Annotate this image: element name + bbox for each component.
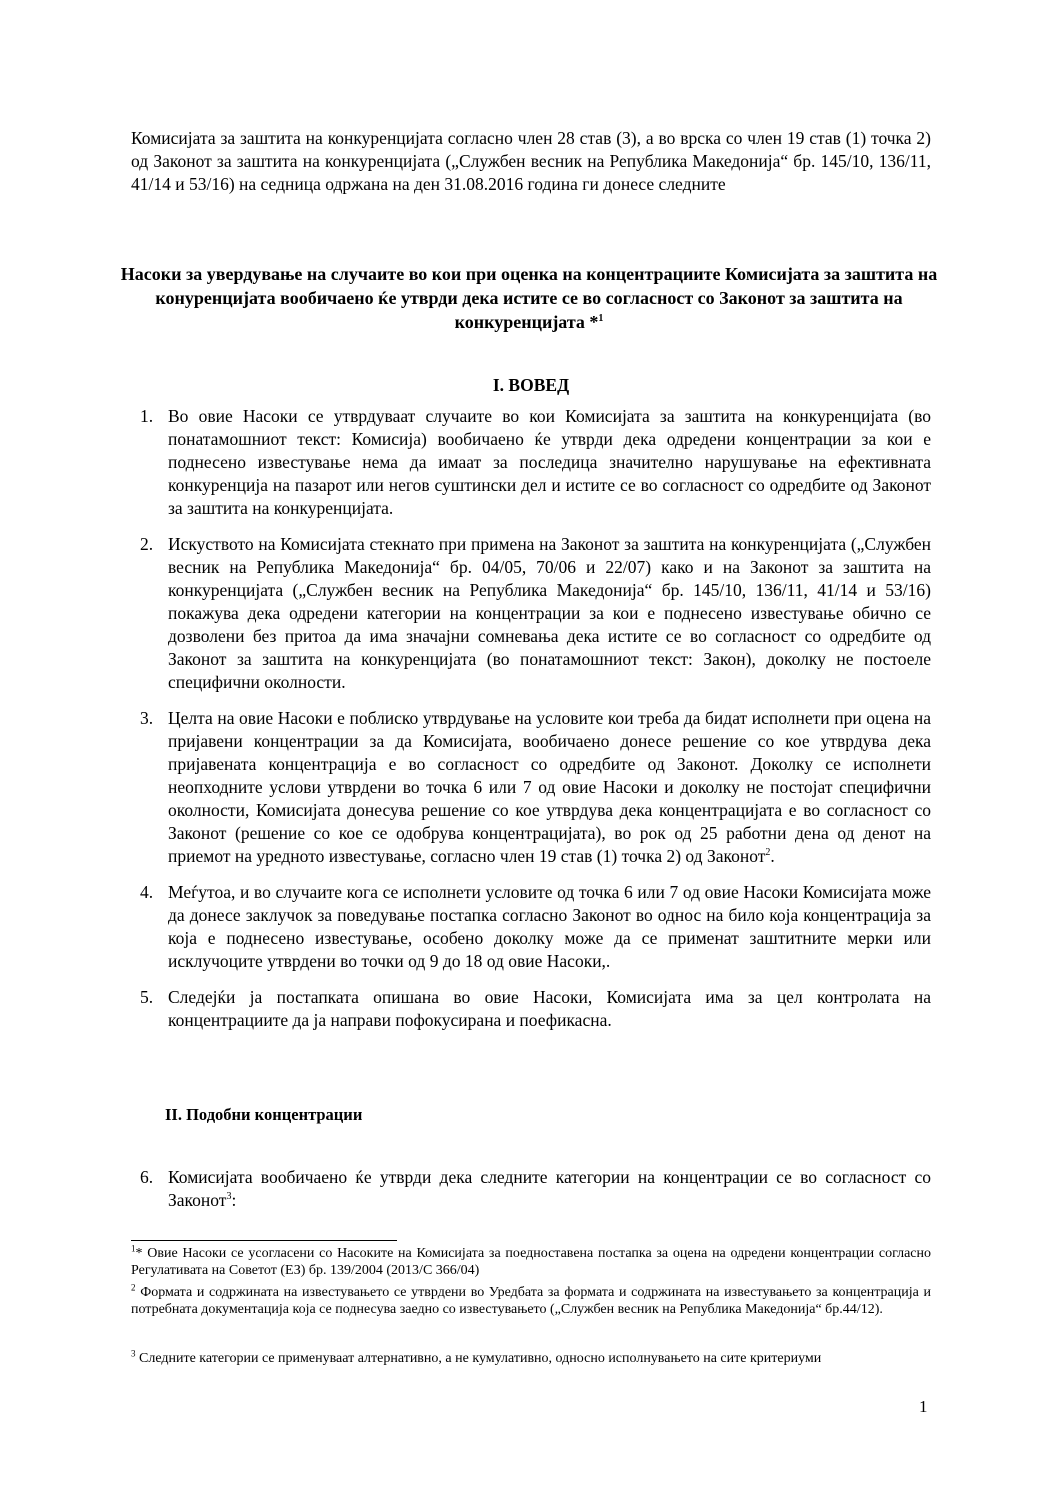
list-item bbox=[131, 986, 931, 1032]
footnote-text: Следните категории се применуваат алтернативно, а не кумулативно, односно исполнувањето на сите критериуми bbox=[139, 1351, 822, 1366]
item-text: Меѓутоа, и во случаите кога се исполнети условите од точка 6 или 7 од овие Насоки Комисијата може да донесе заклучок за поведување постапка согласно Законот во однос на било која концентрација за која е поднесено известување, особено доколку може да се применат заштитните мерки или исклучоците утврдени во точки од 9 до 18 од овие Насоки,. bbox=[168, 882, 931, 971]
item-text: Искуството на Комисијата стекнато при примена на Законот за заштита на конкуренцијата („Службен весник на Република Македонија“ бр. 04/05, 70/06 и 22/07) како и на Законот за заштита на конкуренцијата („Службен весник на Република Македонија“ бр. 145/10, 136/11, 41/14 и 53/16) покажува дека одредени категории на концентрации за кои е поднесено известување обично се дозволени без притоа да има значајни сомневања дека истите се во согласност со одредбите од Законот за заштита на конкуренцијата (во понатамошниот текст: Закон), доколку не постоеле специфични околности. bbox=[168, 534, 931, 692]
footnote-ref: 2 bbox=[131, 1282, 136, 1293]
intro-paragraph: Комисијата за заштита на конкуренцијата согласно член 28 став (3), а во врска со член 19 став (1) точка 2) од Законот за заштита на конкуренцијата („Службен весник на Република Македонија“ бр. 145/10, 136/11, 41/14 и 53/16) на седница одржана на ден 31.08.2016 година ги донесе следните bbox=[131, 128, 931, 194]
page-number: 1 bbox=[919, 1397, 928, 1416]
footnote-1 bbox=[131, 1245, 931, 1279]
item-text: Целта на овие Насоки е поблиско утврдување на условите кои треба да бидат исполнети при оцена на пријавени концентрации за да Комисијата, вообичаено донесе решение со кое утврдува дека пријавената концентрација е во согласност со одредбите од Законот. Доколку се исполнети неопходните услови утврдени во точка 6 или 7 од овие Насоки и доколку не постојат специфични околности, Комисијата донесува решение со кое утврдува дека концентрацијата е во согласност со Законот (решение со кое се одобрува концентрацијата), во рок од 25 работни дена од денот на приемот на уредното известување, согласно член 19 став (1) точка 2) од Законот bbox=[168, 708, 931, 866]
list-item bbox=[131, 707, 931, 868]
item-footnote-ref: 3 bbox=[226, 1191, 232, 1203]
item-number: 2. bbox=[140, 534, 154, 554]
list-item bbox=[131, 881, 931, 973]
item-text: Комисијата вообичаено ќе утврди дека следните категории на концентрации се во согласност со Законот bbox=[168, 1167, 931, 1210]
item-text: Во овие Насоки се утврдуваат случаите во кои Комисијата за заштита на конкуренцијата (во понатамошниот текст: Комисија) вообичаено ќе утврди дека одредени концентрации за кои е поднесено известување нема да имаат за последица значително нарушување на ефективната конкуренција на пазарот или негов суштински дел и истите се во согласност со одредбите од Законот за заштита на конкуренцијата. bbox=[168, 406, 931, 518]
section-heading-eligible-concentrations: II. Подобни концентрации bbox=[165, 1105, 363, 1124]
item-text-wrapper bbox=[168, 707, 931, 868]
footnote-2 bbox=[131, 1284, 931, 1318]
item-text: Следејќи ја постапката опишана во овие Насоки, Комисијата има за цел контролата на концентрациите да ја направи пофокусирана и поефикасна. bbox=[168, 987, 931, 1030]
item-footnote-ref: 2 bbox=[765, 847, 771, 859]
list-item bbox=[131, 533, 931, 694]
footnote-ref: 3 bbox=[131, 1348, 136, 1359]
list-item bbox=[131, 1166, 931, 1212]
item-text-tail: . bbox=[770, 846, 775, 866]
footnote-text: Овие Насоки се усогласени со Насоките на Комисијата за поедноставена постапка за оцена на одредени концентрации согласно Регулативата на Советот (ЕЗ) бр. 139/2004 (2013/С 366/04) bbox=[131, 1246, 932, 1278]
section-heading-introduction: I. ВОВЕД bbox=[492, 375, 570, 395]
introduction-list bbox=[131, 405, 931, 1045]
item-number: 6. bbox=[140, 1167, 154, 1187]
list-item bbox=[131, 405, 931, 520]
item-text-tail: : bbox=[231, 1190, 237, 1210]
item-text-wrapper bbox=[168, 1166, 931, 1212]
footnote-prefix: * bbox=[135, 1246, 148, 1261]
document-title bbox=[110, 262, 948, 334]
footnote-3 bbox=[131, 1350, 931, 1367]
item-number: 5. bbox=[140, 987, 154, 1007]
footnote-text: Формата и содржината на известувањето се утврдени во Уредбата за формата и содржината на известувањето за концентрација и потребната документација која се поднесува заедно со известувањето („Службен весник на Република Македонија“ бр.44/12). bbox=[131, 1285, 932, 1317]
title-text: Насоки за увердување на случаите во кои при оценка на концентрациите Комисијата за заштита на конуренцијата вообичаено ќе утврди дека истите се во согласност со Законот за заштита на конкуренцијата * bbox=[120, 264, 938, 332]
title-footnote-ref: 1 bbox=[598, 313, 604, 324]
eligible-concentrations-list bbox=[131, 1166, 931, 1225]
item-number: 3. bbox=[140, 708, 154, 728]
footnote-separator bbox=[131, 1240, 397, 1241]
footnote-ref: 1 bbox=[131, 1243, 136, 1254]
item-number: 1. bbox=[140, 406, 154, 426]
item-number: 4. bbox=[140, 882, 154, 902]
